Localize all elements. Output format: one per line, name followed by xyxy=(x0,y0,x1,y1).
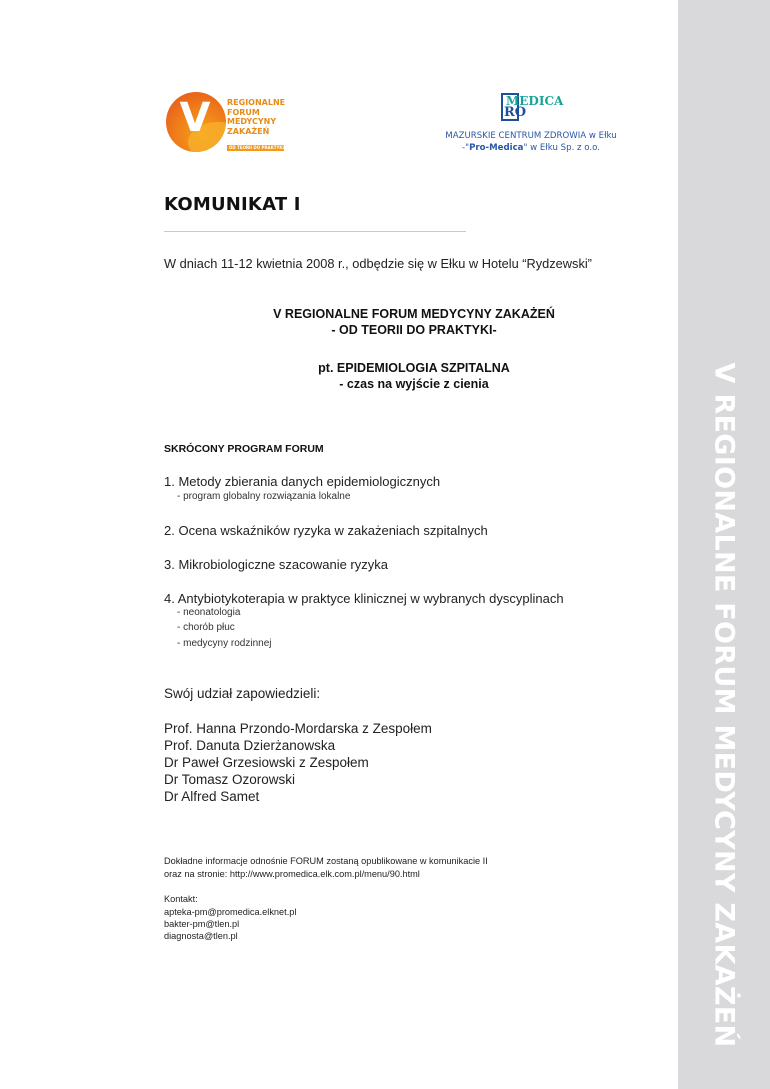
program-subitem: - neonatologia xyxy=(177,607,241,618)
event-title-line: V REGIONALNE FORUM MEDYCYNY ZAKAŻEŃ xyxy=(273,307,555,321)
promedica-logo-mark xyxy=(501,93,564,123)
participant-name: Dr Alfred Samet xyxy=(164,789,260,804)
forum-logo-line: FORUM xyxy=(227,107,260,117)
document-heading: KOMUNIKAT I xyxy=(164,194,301,215)
forum-logo-words xyxy=(227,98,285,136)
participants-intro: Swój udział zapowiedzieli: xyxy=(164,686,321,701)
program-item: 2. Ocena wskaźników ryzyka w zakażeniach szpitalnych xyxy=(164,523,488,538)
intro-text: W dniach 11-12 kwietnia 2008 r., odbędzie się w Ełku w Hotelu “Rydzewski” xyxy=(164,256,592,271)
forum-logo xyxy=(166,92,286,156)
info-line: oraz na stronie: http://www.promedica.elk.com.pl/menu/90.html xyxy=(164,869,420,879)
info-line: Dokładne informacje odnośnie FORUM zostaną opublikowane w komunikacie II xyxy=(164,856,488,866)
program-subitem: - medycyny rodzinnej xyxy=(177,638,272,649)
participant-name: Prof. Danuta Dzierżanowska xyxy=(164,738,336,753)
participant-name: Dr Tomasz Ozorowski xyxy=(164,772,296,787)
contact-email: diagnosta@tlen.pl xyxy=(164,931,238,941)
promedica-company-prefix: -" xyxy=(462,143,470,153)
contact-email: bakter-pm@tlen.pl xyxy=(164,919,240,929)
forum-logo-line: MEDYCYNY xyxy=(227,117,277,127)
program-title: SKRÓCONY PROGRAM FORUM xyxy=(164,443,324,455)
forum-logo-letter: V xyxy=(179,95,211,141)
forum-logo-line: REGIONALNE xyxy=(227,98,286,107)
promedica-logo-ro: RO xyxy=(504,105,527,120)
event-subtitle-line: - czas na wyjście z cienia xyxy=(339,377,489,391)
program-subitem: - chorób płuc xyxy=(177,622,235,633)
program-item: 1. Metody zbierania danych epidemiologicznych xyxy=(164,474,441,489)
promedica-company-bold: Pro-Medica xyxy=(469,143,524,153)
forum-logo-tagline: OD TEORII DO PRAKTYKI xyxy=(229,145,284,150)
heading-divider xyxy=(164,231,466,232)
program-subitem: - program globalny rozwiązania lokalne xyxy=(177,491,351,502)
participant-name: Dr Paweł Grzesiowski z Zespołem xyxy=(164,755,369,770)
promedica-name-line: MAZURSKIE CENTRUM ZDROWIA w Ełku xyxy=(445,131,617,141)
program-item: 3. Mikrobiologiczne szacowanie ryzyka xyxy=(164,557,388,572)
promedica-logo-medica: MEDICA xyxy=(506,94,564,108)
promedica-company-suffix: " w Ełku Sp. z o.o. xyxy=(523,143,600,153)
participant-name: Prof. Hanna Przondo-Mordarska z Zespołem xyxy=(164,721,432,736)
promedica-logo xyxy=(436,93,626,163)
event-subtitle-line: pt. EPIDEMIOLOGIA SZPITALNA xyxy=(318,361,510,375)
forum-logo-tagline-bar xyxy=(227,145,284,151)
contact-email: apteka-pm@promedica.elknet.pl xyxy=(164,907,297,917)
event-title-line: - OD TEORII DO PRAKTYKI- xyxy=(331,323,497,337)
program-item: 4. Antybiotykoterapia w praktyce klinicznej w wybranych dyscyplinach xyxy=(164,591,564,606)
contact-label: Kontakt: xyxy=(164,894,198,904)
forum-logo-line: ZAKAŻEŃ xyxy=(227,126,270,136)
promedica-company-line xyxy=(436,143,626,154)
side-banner-text: V REGIONALNE FORUM MEDYCYNY ZAKAŻEŃ xyxy=(708,362,740,1048)
